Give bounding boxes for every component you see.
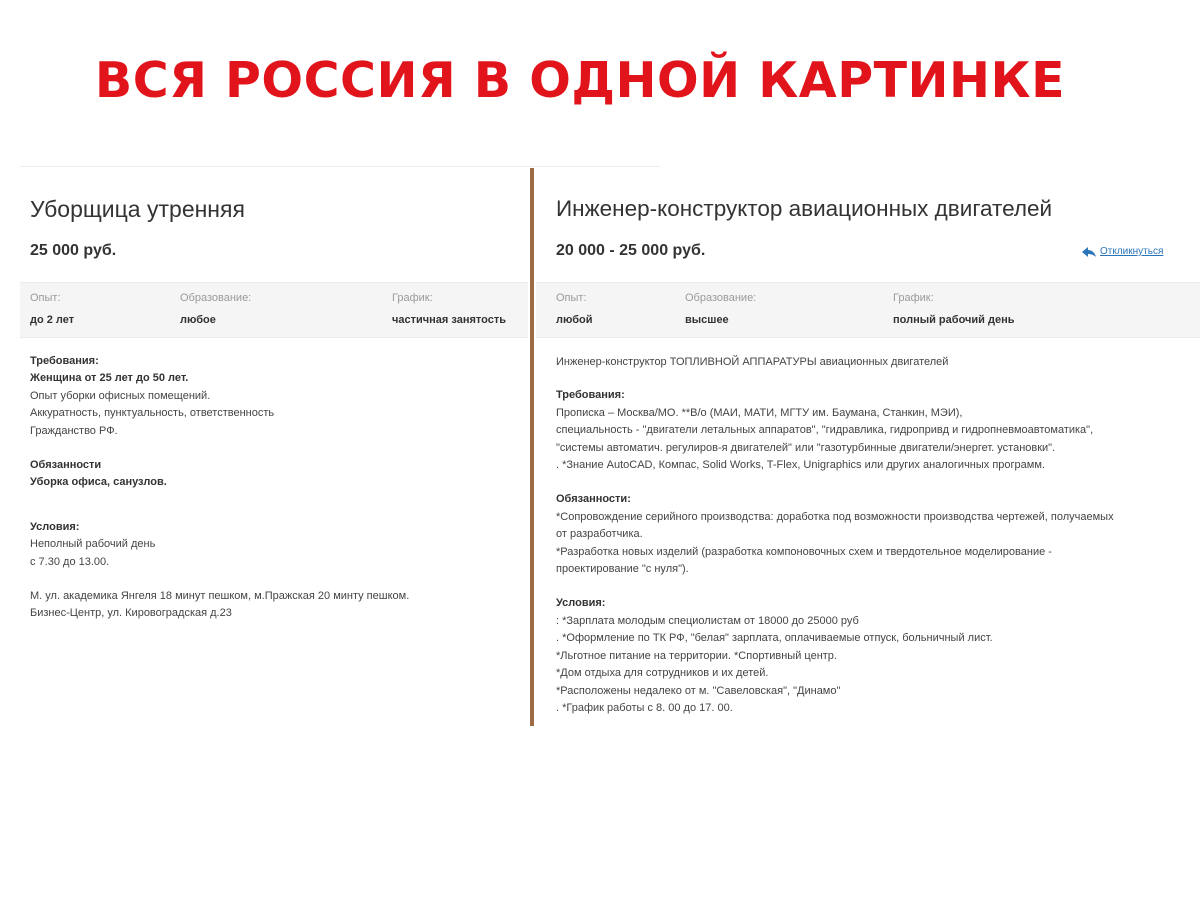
top-rule xyxy=(20,166,660,167)
reply-arrow-icon xyxy=(1082,247,1096,257)
respond-label[interactable]: Откликнуться xyxy=(1100,246,1164,257)
conditions-heading: Условия: xyxy=(30,520,80,533)
requirements-heading: Требования: xyxy=(30,355,99,367)
duty-line: проектирование "с нуля"). xyxy=(556,563,689,576)
education-label: Образование: xyxy=(685,292,757,304)
condition-line: *Льготное питание на территории. *Спортивный центр. xyxy=(556,649,837,662)
vacancy-description xyxy=(556,354,1196,717)
meta-education xyxy=(180,292,251,326)
experience-value: любой xyxy=(556,314,593,326)
vertical-divider xyxy=(530,168,534,726)
condition-line: с 7.30 до 13.00. xyxy=(30,555,110,568)
condition-line: *Дом отдыха для сотрудников и их детей. xyxy=(556,667,769,680)
schedule-label: График: xyxy=(893,292,934,304)
location-line: М. ул. академика Янгеля 18 минут пешком, м.Пражская 20 минту пешком. xyxy=(30,590,410,603)
education-value: любое xyxy=(180,314,216,326)
condition-line: . *Оформление по ТК РФ, "белая" зарплата, оплачиваемые отпуск, больничный лист. xyxy=(556,632,993,645)
intro-line: Инженер-конструктор ТОПЛИВНОЙ АППАРАТУРЫ авиационных двигателей xyxy=(556,356,949,368)
meta-experience xyxy=(556,292,593,326)
duties-heading: Обязанности xyxy=(30,459,102,472)
vacancy-meta xyxy=(20,282,528,338)
respond-link[interactable] xyxy=(1082,246,1163,257)
duty-line: *Разработка новых изделий (разработка компоновочных схем и твердотельное моделирование - xyxy=(556,545,1052,558)
requirement-line: Прописка – Москва/МО. **В/о (МАИ, МАТИ, МГТУ им. Баумана, Станкин, МЭИ), xyxy=(556,406,963,419)
condition-line: . *График работы с 8. 00 до 17. 00. xyxy=(556,701,733,714)
schedule-value: частичная занятость xyxy=(392,314,506,326)
headline: ВСЯ РОССИЯ В ОДНОЙ КАРТИНКЕ xyxy=(94,52,1066,109)
vacancy-description xyxy=(30,353,520,623)
schedule-value: полный рабочий день xyxy=(893,314,1015,326)
experience-label: Опыт: xyxy=(556,292,587,304)
requirement-line: Опыт уборки офисных помещений. xyxy=(30,389,211,402)
requirements-heading: Требования: xyxy=(556,389,625,402)
duty-line: Уборка офиса, санузлов. xyxy=(30,476,167,489)
vacancy-meta xyxy=(536,282,1200,338)
schedule-label: График: xyxy=(392,292,433,304)
requirement-line: . *Знание AutoCAD, Компас, Solid Works, T-Flex, Unigraphics или других аналогичных программ. xyxy=(556,459,1045,472)
requirement-line: Женщина от 25 лет до 50 лет. xyxy=(30,372,189,385)
duty-line: *Сопровождение серийного производства: доработка под возможности производства чертежей, получаемых xyxy=(556,510,1114,523)
requirement-line: специальность - "двигатели летальных аппаратов", "гидравлика, гидропривд и гидропневмоавтоматика", xyxy=(556,424,1094,437)
meta-schedule xyxy=(893,292,1014,326)
duties-heading: Обязанности: xyxy=(556,493,631,506)
experience-value: до 2 лет xyxy=(30,314,75,326)
requirement-line: Гражданство РФ. xyxy=(30,424,118,437)
vacancy-salary: 25 000 руб. xyxy=(30,242,117,259)
vacancy-title[interactable]: Инженер-конструктор авиационных двигателей xyxy=(556,196,1053,221)
condition-line: Неполный рабочий день xyxy=(30,538,156,551)
experience-label: Опыт: xyxy=(30,292,61,304)
meta-schedule xyxy=(392,292,506,326)
location-line: Бизнес-Центр, ул. Кировоградская д.23 xyxy=(30,607,232,620)
meta-experience xyxy=(30,292,74,326)
education-value: высшее xyxy=(685,314,729,326)
meta-education xyxy=(685,292,756,326)
vacancy-salary: 20 000 - 25 000 руб. xyxy=(556,242,706,259)
vacancy-title[interactable]: Уборщица утренняя xyxy=(30,196,245,222)
requirement-line: Аккуратность, пунктуальность, ответственность xyxy=(30,407,275,420)
condition-line: : *Зарплата молодым специолистам от 18000 до 25000 руб xyxy=(556,614,859,627)
education-label: Образование: xyxy=(180,292,252,304)
requirement-line: "системы автоматич. регулиров-я двигателей" или "газотурбинные двигатели/энергет. установки". xyxy=(556,441,1056,454)
conditions-heading: Условия: xyxy=(556,597,606,610)
duty-line: от разработчика. xyxy=(556,528,643,541)
condition-line: *Расположены недалеко от м. "Савеловская", "Динамо" xyxy=(556,684,841,697)
